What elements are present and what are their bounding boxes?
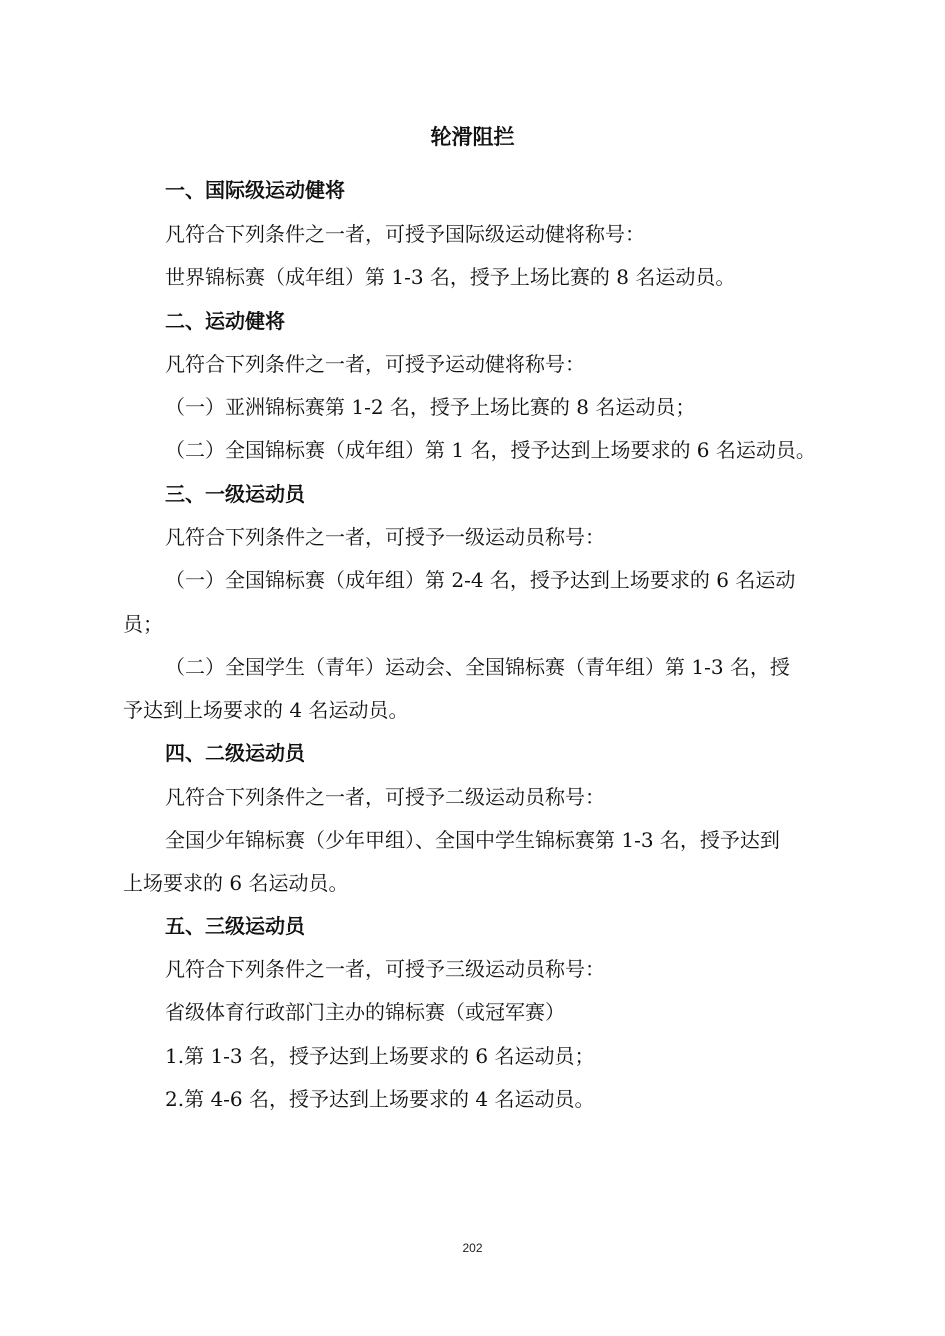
section-intro: 凡符合下列条件之一者，可授予运动健将称号：: [165, 352, 585, 376]
section-intro: 凡符合下列条件之一者，可授予二级运动员称号：: [165, 785, 605, 809]
section-line: 省级体育行政部门主办的锦标赛（或冠军赛）: [165, 1000, 565, 1024]
section-heading-second-class: 四、二级运动员: [165, 741, 305, 765]
section-line: 世界锦标赛（成年组）第 1-3 名，授予上场比赛的 8 名运动员。: [165, 265, 736, 289]
document-title: 轮滑阻拦: [430, 125, 515, 149]
section-heading-international-master: 一、国际级运动健将: [165, 178, 345, 202]
section-line: （二）全国学生（青年）运动会、全国锦标赛（青年组）第 1-3 名，授: [165, 655, 790, 679]
section-heading-third-class: 五、三级运动员: [165, 914, 305, 938]
section-line: （一）亚洲锦标赛第 1-2 名，授予上场比赛的 8 名运动员；: [165, 395, 696, 419]
section-line: 员；: [123, 612, 163, 636]
section-line: 全国少年锦标赛（少年甲组）、全国中学生锦标赛第 1-3 名，授予达到: [165, 828, 780, 852]
section-intro: 凡符合下列条件之一者，可授予三级运动员称号：: [165, 957, 605, 981]
section-line: 上场要求的 6 名运动员。: [123, 871, 349, 895]
section-heading-first-class: 三、一级运动员: [165, 482, 305, 506]
page-number: 202: [462, 1241, 483, 1255]
section-line: 1.第 1-3 名，授予达到上场要求的 6 名运动员；: [165, 1044, 595, 1068]
section-heading-master: 二、运动健将: [165, 309, 285, 333]
section-line: （一）全国锦标赛（成年组）第 2-4 名，授予达到上场要求的 6 名运动: [165, 568, 796, 592]
section-line: 予达到上场要求的 4 名运动员。: [123, 698, 409, 722]
section-line: （二）全国锦标赛（成年组）第 1 名，授予达到上场要求的 6 名运动员。: [165, 438, 816, 462]
section-intro: 凡符合下列条件之一者，可授予国际级运动健将称号：: [165, 222, 645, 246]
section-line: 2.第 4-6 名，授予达到上场要求的 4 名运动员。: [165, 1087, 595, 1111]
section-intro: 凡符合下列条件之一者，可授予一级运动员称号：: [165, 525, 605, 549]
